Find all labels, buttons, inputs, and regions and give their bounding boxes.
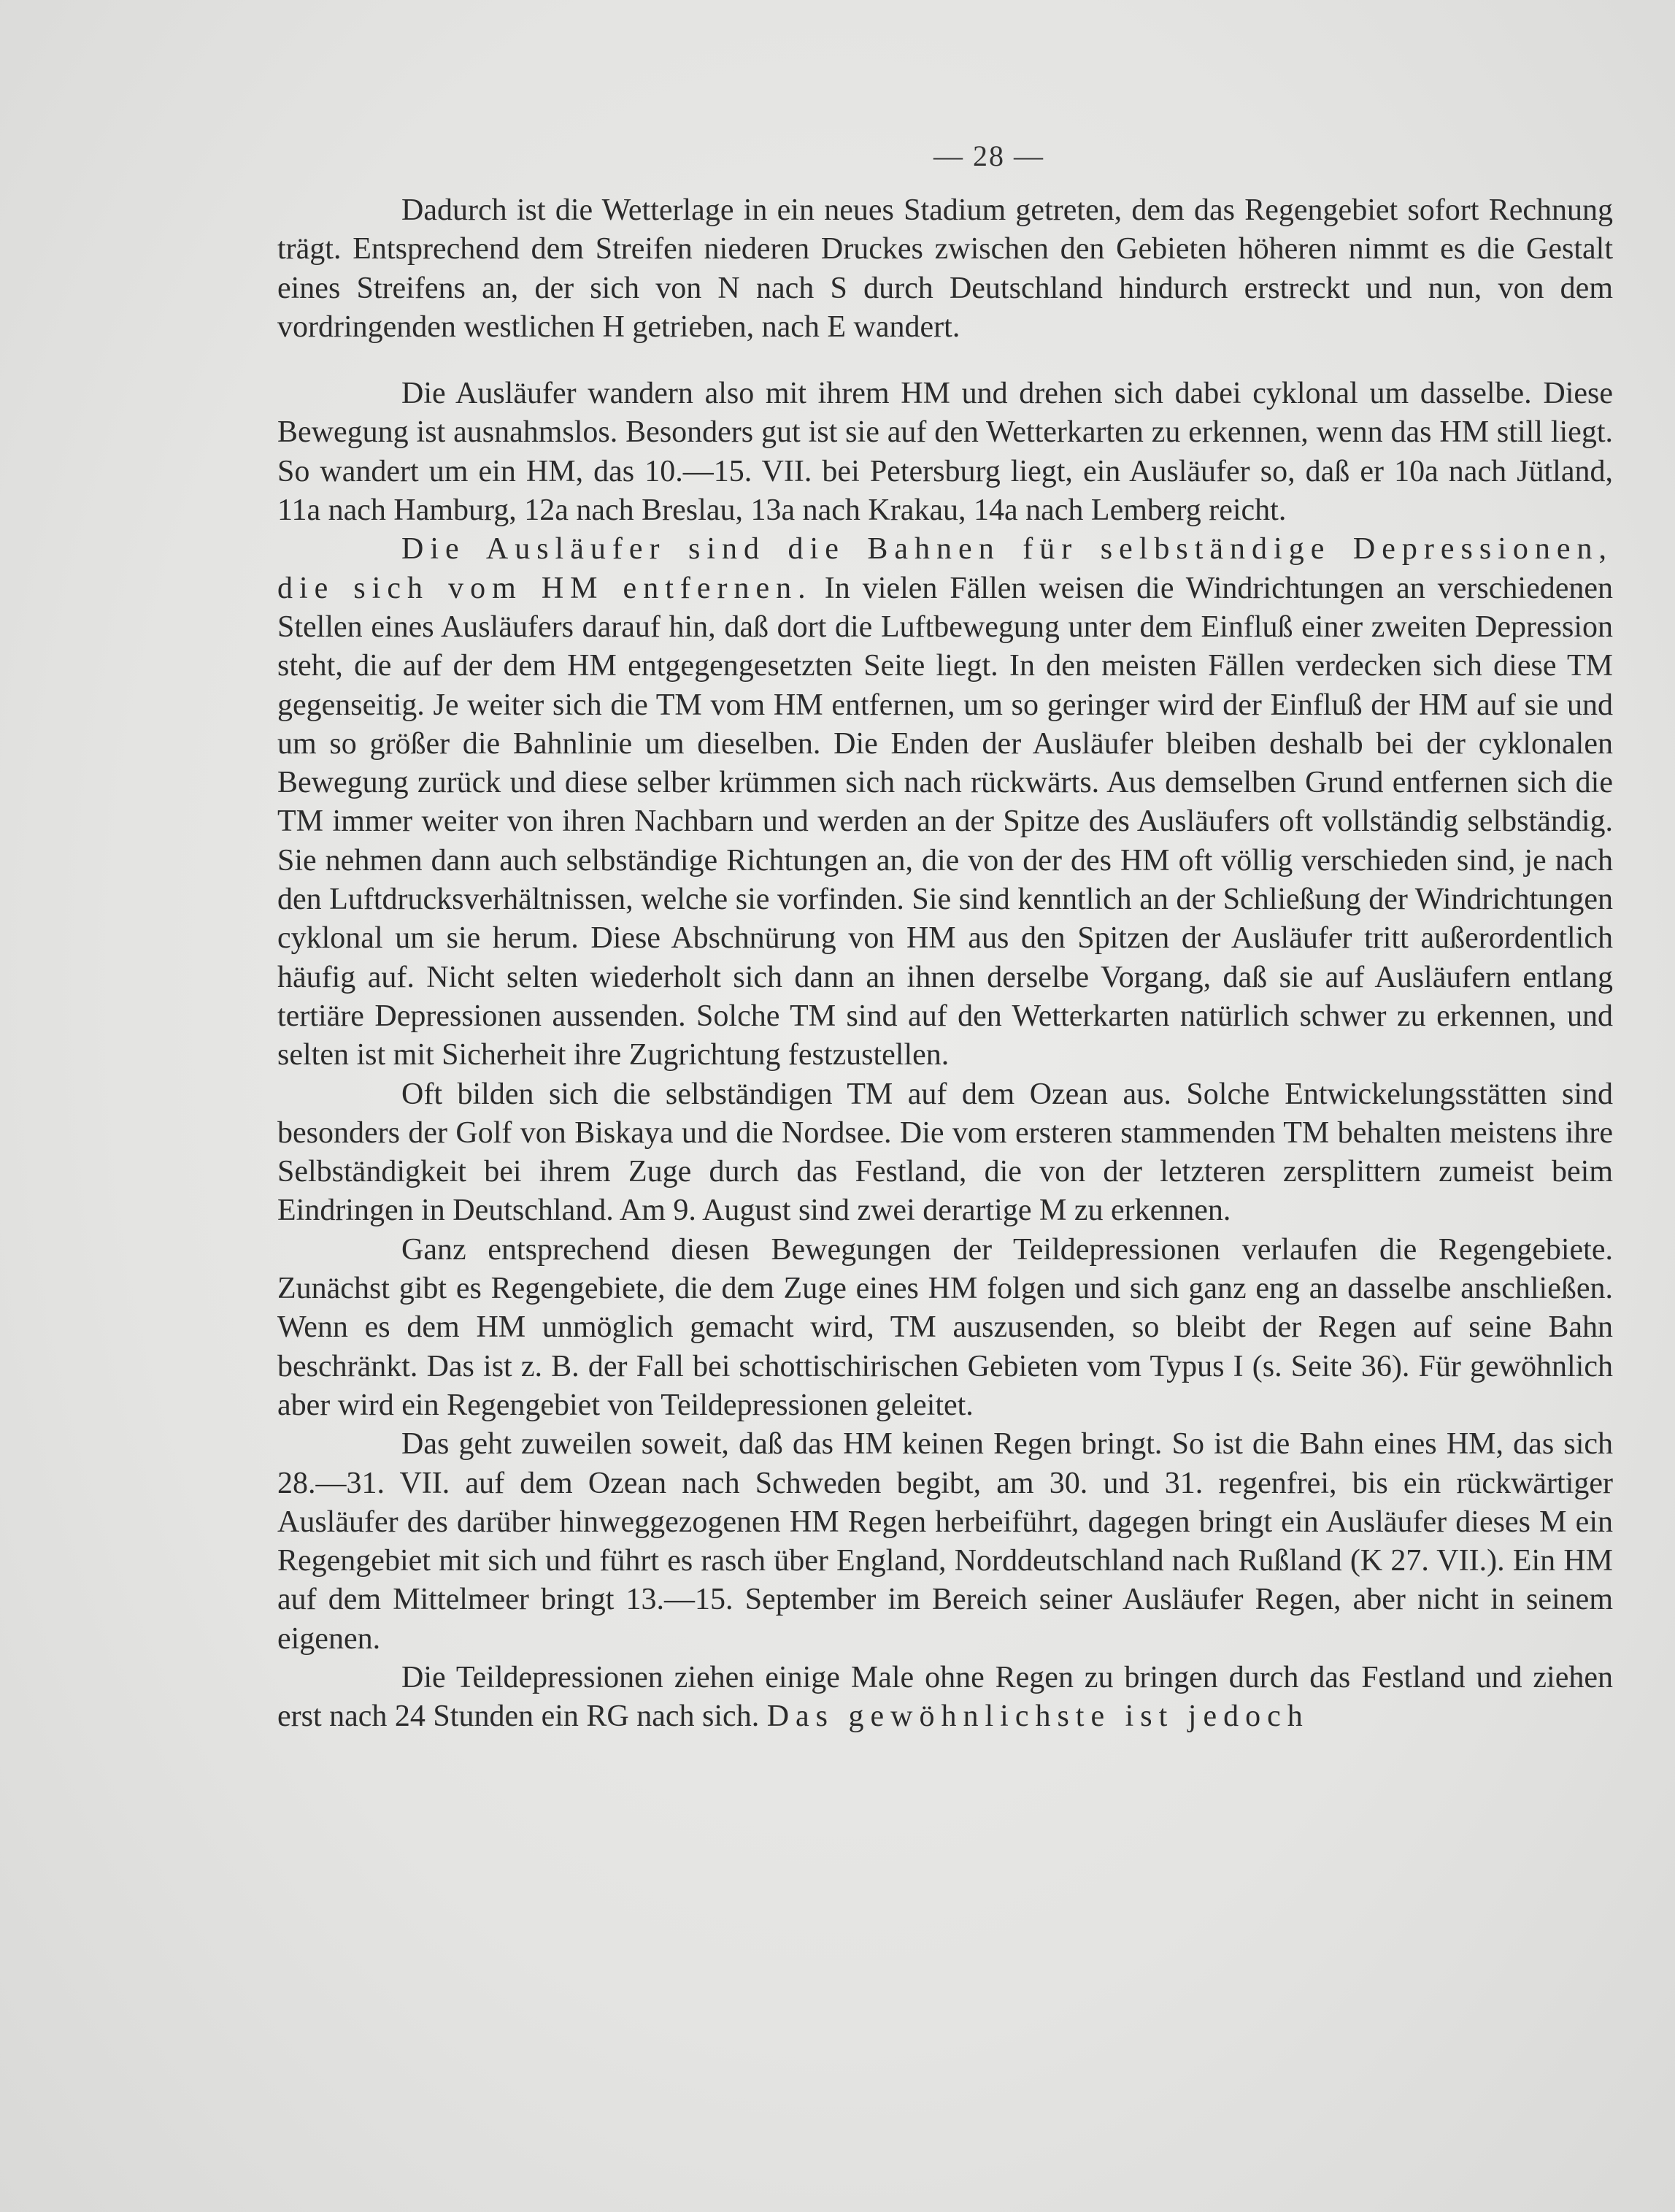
paragraph-7-body: Die Teildepressionen ziehen einige Male ohne Regen zu bringen durch das Festland und ziehen erst nach 24 Stunden ein RG nach sich. [277,1660,1613,1734]
paragraph-7 [277,1659,1613,1737]
paragraph-6: Das geht zuweilen soweit, daß das HM keinen Regen bringt. So ist die Bahn eines HM, das sich 28.—31. VII. auf dem Ozean nach Schweden begibt, am 30. und 31. regenfrei, bis ein rückwärtiger Ausläufer des darüber hinweggezogenen HM Regen herbeiführt, dagegen bringt ein Ausläufer dieses M ein Regengebiet mit sich und führt es rasch über England, Norddeutschland nach Rußland (K 27. VII.). Ein HM auf dem Mittelmeer bringt 13.—15. September im Bereich seiner Ausläufer Regen, aber nicht in seinem eigenen. [277,1427,1613,1656]
paragraph-1: Dadurch ist die Wetterlage in ein neues Stadium getreten, dem das Regengebiet sofort Rechnung trägt. Entsprechend dem Streifen niederen Druckes zwischen den Gebieten höheren nimmt es die Gestalt eines Streifens an, der sich von N nach S durch Deutschland hindurch erstreckt und nun, von dem vordringenden westlichen H getrieben, nach E wandert. [277,193,1613,344]
emphasized-lead: Die Ausläufer sind die Bahnen für selbständige Depressionen, die sich vom HM entfernen. [277,532,1613,605]
paragraph-5: Ganz entsprechend diesen Bewegungen der Teildepressionen verlaufen die Regengebiete. Zunächst gibt es Regengebiete, die dem Zuge eines HM folgen und sich ganz eng an dasselbe anschließen. Wenn es dem HM unmöglich gemacht wird, TM auszusenden, so bleibt der Regen auf seine Bahn beschränkt. Das ist z. B. der Fall bei schottischirischen Gebieten vom Typus I (s. Seite 36). Für gewöhnlich aber wird ein Regengebiet von Teildepressionen geleitet. [277,1232,1613,1422]
paragraph-3-body: In vielen Fällen weisen die Windrichtungen an verschiedenen Stellen eines Ausläufers darauf hin, daß dort die Luftbewegung unter dem Einfluß einer zweiten Depression steht, die auf der dem HM entgegengesetzten Seite liegt. In den meisten Fällen verdecken sich diese TM gegenseitig. Je weiter sich die TM vom HM entfernen, um so geringer wird der Einfluß der HM auf sie und um so größer die Bahnlinie um dieselben. Die Enden der Ausläufer bleiben deshalb bei der cyklonalen Bewegung zurück und diese selber krümmen sich nach rückwärts. Aus demselben Grund entfernen sich die TM immer weiter von ihren Nachbarn und werden an der Spitze des Ausläufers oft vollständig selbständig. Sie nehmen dann auch selbständige Richtungen an, die von der des HM oft völlig verschieden sind, je nach den Luftdrucksverhältnissen, welche sie vorfinden. Sie sind kenntlich an der Schließung der Windrichtungen cyklonal um sie herum. Diese Abschnürung von HM aus den Spitzen der Ausläufer tritt außerordentlich häufig auf. Nicht selten wiederholt sich dann an ihnen derselbe Vorgang, daß sie auf Ausläufern entlang tertiäre Depressionen aussenden. Solche TM sind auf den Wetterkarten natürlich schwer zu erkennen, und selten ist mit Sicherheit ihre Zugrichtung festzustellen. [277,571,1613,1072]
emphasized-tail: Das gewöhnlichste ist jedoch [766,1700,1309,1734]
paragraph-3 [277,530,1613,1075]
paragraph-2: Die Ausläufer wandern also mit ihrem HM und drehen sich dabei cyklonal um dasselbe. Diese Bewegung ist ausnahmslos. Besonders gut ist sie auf den Wetterkarten zu erkennen, wenn das HM still liegt. So wandert um ein HM, das 10.—15. VII. bei Petersburg liegt, ein Ausläufer so, daß er 10a nach Jütland, 11a nach Hamburg, 12a nach Breslau, 13a nach Krakau, 14a nach Lemberg reicht. [277,377,1613,528]
paragraph-gap [277,347,1613,375]
page-number: — 28 — [933,139,1044,172]
paragraph-4: Oft bilden sich die selbständigen TM auf dem Ozean aus. Solche Entwickelungsstätten sind besonders der Golf von Biskaya und die Nordsee. Die vom ersteren stammenden TM behalten meistens ihre Selbständigkeit bei ihrem Zuge durch das Festland, die von der letzteren zersplittern zumeist beim Eindringen in Deutschland. Am 9. August sind zwei derartige M zu erkennen. [277,1077,1613,1228]
body-text [277,191,1613,1737]
